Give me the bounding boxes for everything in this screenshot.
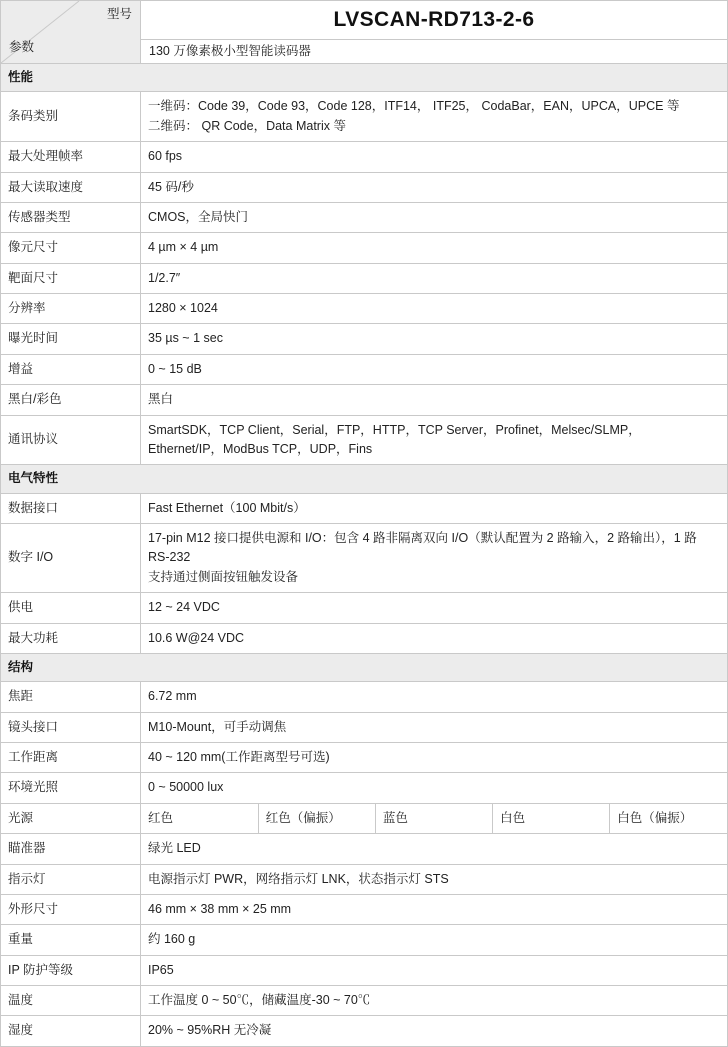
row-label: 重量 bbox=[1, 925, 141, 955]
section-row bbox=[1, 653, 728, 681]
light-source-option: 白色（偏振） bbox=[610, 804, 727, 833]
row-label: 增益 bbox=[1, 354, 141, 384]
row-value-line: 35 µs ~ 1 sec bbox=[148, 331, 223, 346]
row-value-line: 约 160 g bbox=[148, 932, 196, 947]
table-row bbox=[1, 493, 728, 523]
light-source-option: 白色 bbox=[493, 804, 610, 833]
row-value bbox=[141, 202, 728, 232]
row-value bbox=[141, 682, 728, 712]
row-value-line: 45 码/秒 bbox=[148, 179, 194, 194]
row-label: 外形尺寸 bbox=[1, 894, 141, 924]
row-value-line: 电源指示灯 PWR，网络指示灯 LNK，状态指示灯 STS bbox=[148, 871, 449, 886]
row-value bbox=[141, 524, 728, 593]
table-row bbox=[1, 743, 728, 773]
table-row bbox=[1, 955, 728, 985]
row-value-line: 20% ~ 95%RH 无冷凝 bbox=[148, 1023, 272, 1038]
row-value bbox=[141, 864, 728, 894]
table-row bbox=[1, 233, 728, 263]
table-row bbox=[1, 986, 728, 1016]
row-value-group bbox=[141, 803, 728, 833]
table-row bbox=[1, 803, 728, 833]
row-label: 最大处理帧率 bbox=[1, 142, 141, 172]
row-value-line: 6.72 mm bbox=[148, 689, 197, 704]
row-value-line: M10-Mount，可手动调焦 bbox=[148, 719, 287, 734]
row-label: 光源 bbox=[1, 803, 141, 833]
table-row bbox=[1, 834, 728, 864]
row-value-line: 0 ~ 50000 lux bbox=[148, 780, 224, 795]
row-label: 最大功耗 bbox=[1, 623, 141, 653]
row-label: 供电 bbox=[1, 593, 141, 623]
row-value bbox=[141, 623, 728, 653]
row-value bbox=[141, 894, 728, 924]
product-subtitle: 130 万像素极小型智能读码器 bbox=[149, 44, 311, 58]
table-row bbox=[1, 202, 728, 232]
table-row bbox=[1, 142, 728, 172]
row-label: 环境光照 bbox=[1, 773, 141, 803]
table-row bbox=[1, 354, 728, 384]
row-value bbox=[141, 233, 728, 263]
row-value bbox=[141, 712, 728, 742]
row-value-line: 17-pin M12 接口提供电源和 I/O：包含 4 路非隔离双向 I/O（默认配置为 2 路输入，2 路输出），1 路 RS-232 bbox=[148, 531, 697, 565]
row-value bbox=[141, 955, 728, 985]
row-value bbox=[141, 324, 728, 354]
row-value-line: SmartSDK，TCP Client，Serial，FTP，HTTP，TCP Server，Profinet，Melsec/SLMP， bbox=[148, 422, 641, 437]
table-row bbox=[1, 712, 728, 742]
row-value-line: 40 ~ 120 mm(工作距离型号可选) bbox=[148, 750, 330, 764]
row-label: 通讯协议 bbox=[1, 415, 141, 465]
row-value bbox=[141, 773, 728, 803]
row-label: 像元尺寸 bbox=[1, 233, 141, 263]
row-value-line: 1280 × 1024 bbox=[148, 301, 218, 315]
row-value bbox=[141, 142, 728, 172]
section-title: 结构 bbox=[1, 653, 728, 681]
row-value-line: 4 µm × 4 µm bbox=[148, 240, 219, 255]
row-value bbox=[141, 1016, 728, 1046]
table-row bbox=[1, 682, 728, 712]
row-value bbox=[141, 593, 728, 623]
table-row bbox=[1, 894, 728, 924]
table-body bbox=[1, 1, 728, 1047]
row-label: 曝光时间 bbox=[1, 324, 141, 354]
row-value-line: 12 ~ 24 VDC bbox=[148, 600, 220, 615]
section-row bbox=[1, 64, 728, 92]
row-label: 焦距 bbox=[1, 682, 141, 712]
row-label: 分辨率 bbox=[1, 294, 141, 324]
row-value-line: 二维码： QR Code，Data Matrix 等 bbox=[148, 118, 346, 133]
param-header-label: 参数 bbox=[9, 39, 35, 54]
row-label: 黑白/彩色 bbox=[1, 385, 141, 415]
section-title: 电气特性 bbox=[1, 465, 728, 493]
header-corner-cell bbox=[1, 1, 141, 64]
table-row bbox=[1, 294, 728, 324]
header-title-cell bbox=[141, 1, 728, 64]
table-row bbox=[1, 172, 728, 202]
row-label: 靶面尺寸 bbox=[1, 263, 141, 293]
row-label: 指示灯 bbox=[1, 864, 141, 894]
table-row bbox=[1, 524, 728, 593]
light-source-option: 蓝色 bbox=[375, 804, 492, 833]
row-value-line: Fast Ethernet（100 Mbit/s） bbox=[148, 500, 306, 515]
row-value-line: CMOS，全局快门 bbox=[148, 209, 249, 224]
section-row bbox=[1, 465, 728, 493]
row-value bbox=[141, 743, 728, 773]
row-label: 镜头接口 bbox=[1, 712, 141, 742]
row-value bbox=[141, 925, 728, 955]
row-label: 数据接口 bbox=[1, 493, 141, 523]
row-value bbox=[141, 493, 728, 523]
row-label: 传感器类型 bbox=[1, 202, 141, 232]
row-label: 温度 bbox=[1, 986, 141, 1016]
row-value bbox=[141, 263, 728, 293]
row-label: 工作距离 bbox=[1, 743, 141, 773]
table-row bbox=[1, 593, 728, 623]
row-value-line: 黑白 bbox=[148, 392, 174, 407]
row-label: IP 防护等级 bbox=[1, 955, 141, 985]
row-value bbox=[141, 385, 728, 415]
row-label: 条码类别 bbox=[1, 92, 141, 142]
table-row bbox=[1, 623, 728, 653]
row-label: 数字 I/O bbox=[1, 524, 141, 593]
row-value-line: IP65 bbox=[148, 962, 174, 977]
row-value-line: 60 fps bbox=[148, 149, 183, 164]
row-value bbox=[141, 92, 728, 142]
row-value-line: 0 ~ 15 dB bbox=[148, 361, 202, 376]
row-label: 最大读取速度 bbox=[1, 172, 141, 202]
product-title: LVSCAN-RD713-2-6 bbox=[141, 1, 727, 40]
table-row bbox=[1, 773, 728, 803]
section-title: 性能 bbox=[1, 64, 728, 92]
header-row bbox=[1, 1, 728, 64]
row-label: 湿度 bbox=[1, 1016, 141, 1046]
table-row bbox=[1, 864, 728, 894]
light-source-option: 红色 bbox=[148, 810, 174, 825]
row-value bbox=[141, 354, 728, 384]
row-value-line: 46 mm × 38 mm × 25 mm bbox=[148, 901, 292, 916]
table-row bbox=[1, 92, 728, 142]
row-value bbox=[141, 172, 728, 202]
row-value bbox=[141, 986, 728, 1016]
table-row bbox=[1, 324, 728, 354]
table-row bbox=[1, 385, 728, 415]
light-source-option: 红色（偏振） bbox=[258, 804, 375, 833]
row-value-line: 绿光 LED bbox=[148, 841, 201, 856]
row-value-line: 支持通过侧面按钮触发设备 bbox=[148, 569, 299, 584]
row-value-line: 工作温度 0 ~ 50℃，储藏温度-30 ~ 70℃ bbox=[148, 993, 371, 1007]
row-value-line: Ethernet/IP，ModBus TCP，UDP，Fins bbox=[148, 441, 373, 456]
row-value bbox=[141, 415, 728, 465]
row-value-line: 1/2.7″ bbox=[148, 270, 181, 285]
row-value-line: 一维码：Code 39，Code 93，Code 128，ITF14， ITF25， CodaBar，EAN，UPCA，UPCE 等 bbox=[148, 99, 680, 114]
table-row bbox=[1, 925, 728, 955]
row-value bbox=[141, 294, 728, 324]
table-row bbox=[1, 415, 728, 465]
model-header-label: 型号 bbox=[106, 7, 132, 21]
row-label: 瞄准器 bbox=[1, 834, 141, 864]
row-value-line: 10.6 W@24 VDC bbox=[148, 630, 245, 645]
row-value bbox=[141, 834, 728, 864]
table-row bbox=[1, 1016, 728, 1046]
table-row bbox=[1, 263, 728, 293]
